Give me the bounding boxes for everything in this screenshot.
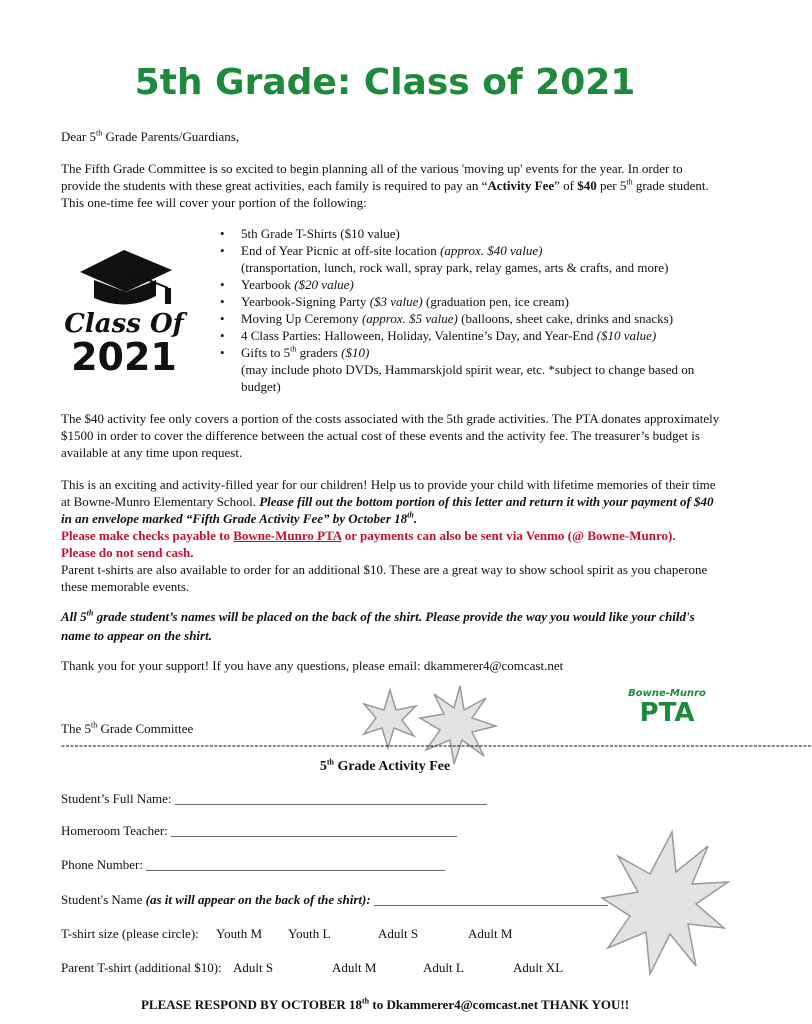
star-icon xyxy=(602,832,728,974)
parent-size-adult-m[interactable]: Adult M xyxy=(332,960,377,975)
badge-line2: 2021 xyxy=(71,335,177,379)
list-item: • Moving Up Ceremony (approx. $5 value) (balloons, sheet cake, drinks and snacks) xyxy=(218,310,718,327)
parent-size-adult-l[interactable]: Adult L xyxy=(423,960,464,975)
phone-number-field[interactable]: Phone Number: ______________________________________________ xyxy=(61,857,446,872)
size-youth-l[interactable]: Youth L xyxy=(288,926,331,941)
signoff: The 5th Grade Committee xyxy=(61,720,194,736)
size-adult-s[interactable]: Adult S xyxy=(378,926,419,941)
list-item: • Yearbook ($20 value) xyxy=(218,276,718,293)
form-heading: 5th Grade Activity Fee xyxy=(319,757,451,774)
intro-paragraph: The Fifth Grade Committee is so excited to begin planning all of the various 'moving up' events for the year. In order to provide the students with these great activities, each family is required to pay an “Activity Fee” of $40 per 5th grade student. This one-time fee will cover your portion of the following: xyxy=(61,161,709,210)
list-item: • Gifts to 5th graders ($10) (may include photo DVDs, Hammarskjold spirit wear, etc. *subject to change based on budget) xyxy=(218,344,718,395)
greeting: Dear 5th Grade Parents/Guardians, xyxy=(61,128,240,144)
list-item: • Yearbook-Signing Party ($3 value) (graduation pen, ice cream) xyxy=(218,293,718,310)
page-title: 5th Grade: Class of 2021 xyxy=(134,62,636,103)
thanks-line: Thank you for your support! If you have any questions, please email: dkammerer4@comcast.net xyxy=(61,658,564,673)
parent-tshirt-label: Parent T-shirt (additional $10): xyxy=(61,960,222,975)
size-adult-m[interactable]: Adult M xyxy=(468,926,513,941)
list-item: • 4 Class Parties: Halloween, Holiday, Valentine’s Day, and Year-End ($10 value) xyxy=(218,327,718,344)
badge-line1: Class Of xyxy=(64,309,184,339)
class-of-2021-graphic xyxy=(62,232,192,382)
instructions-paragraph: This is an exciting and activity-filled year for our children! Help us to provide your child with lifetime memories of their time at Bowne-Munro Elementary School. Please fill out the bottom portion of this letter and return it with your payment of $40 in an envelope marked “Fifth Grade Activity Fee” by October 18th. Please make checks payable to Bowne-Munro PTA or payments can also be sent via Venmo (@ Bowne-Munro). Please do not send cash. Parent t-shirts are also available to order for an additional $10. These are a great way to show school spirit as you chaperone these memorable events. xyxy=(61,477,716,594)
list-item: • 5th Grade T-Shirts ($10 value) xyxy=(218,225,718,242)
student-full-name-field[interactable]: Student’s Full Name: ________________________________________________ xyxy=(61,791,487,806)
tear-off-divider: ----------------------------------------------------------------------------------------------------------------------------------------------------------------------- xyxy=(61,738,812,752)
shirt-names-note: All 5th grade student’s names will be placed on the back of the shirt. Please provide the way you would like your child's name to appear on the shirt. xyxy=(61,608,695,643)
list-item: • End of Year Picnic at off-site location (approx. $40 value) (transportation, lunch, rock wall, spray park, relay games, arts & crafts, and more) xyxy=(218,242,718,276)
shirt-name-field[interactable]: Student's Name (as it will appear on the back of the shirt): ____________________________________ xyxy=(61,892,608,907)
star-decoration-large xyxy=(600,828,730,978)
size-youth-m[interactable]: Youth M xyxy=(216,926,263,941)
tshirt-size-label: T-shirt size (please circle): xyxy=(61,926,199,941)
parent-size-adult-xl[interactable]: Adult XL xyxy=(513,960,564,975)
footer-note: PLEASE RESPOND BY OCTOBER 18th to Dkammerer4@comcast.net THANK YOU!! xyxy=(140,996,630,1012)
fee-paragraph: The $40 activity fee only covers a portion of the costs associated with the 5th grade activities. The PTA donates approximately $1500 in order to cover the difference between the actual cost of these events and the activity fee. The treasurer’s budget is available at any time upon request. xyxy=(61,411,720,460)
payable-to-link[interactable]: Bowne-Munro PTA xyxy=(233,528,342,543)
pta-logo: Bowne-Munro PTA xyxy=(628,688,706,728)
parent-size-adult-s[interactable]: Adult S xyxy=(233,960,274,975)
homeroom-teacher-field[interactable]: Homeroom Teacher: ____________________________________________ xyxy=(61,823,458,838)
included-items-list xyxy=(218,225,718,395)
